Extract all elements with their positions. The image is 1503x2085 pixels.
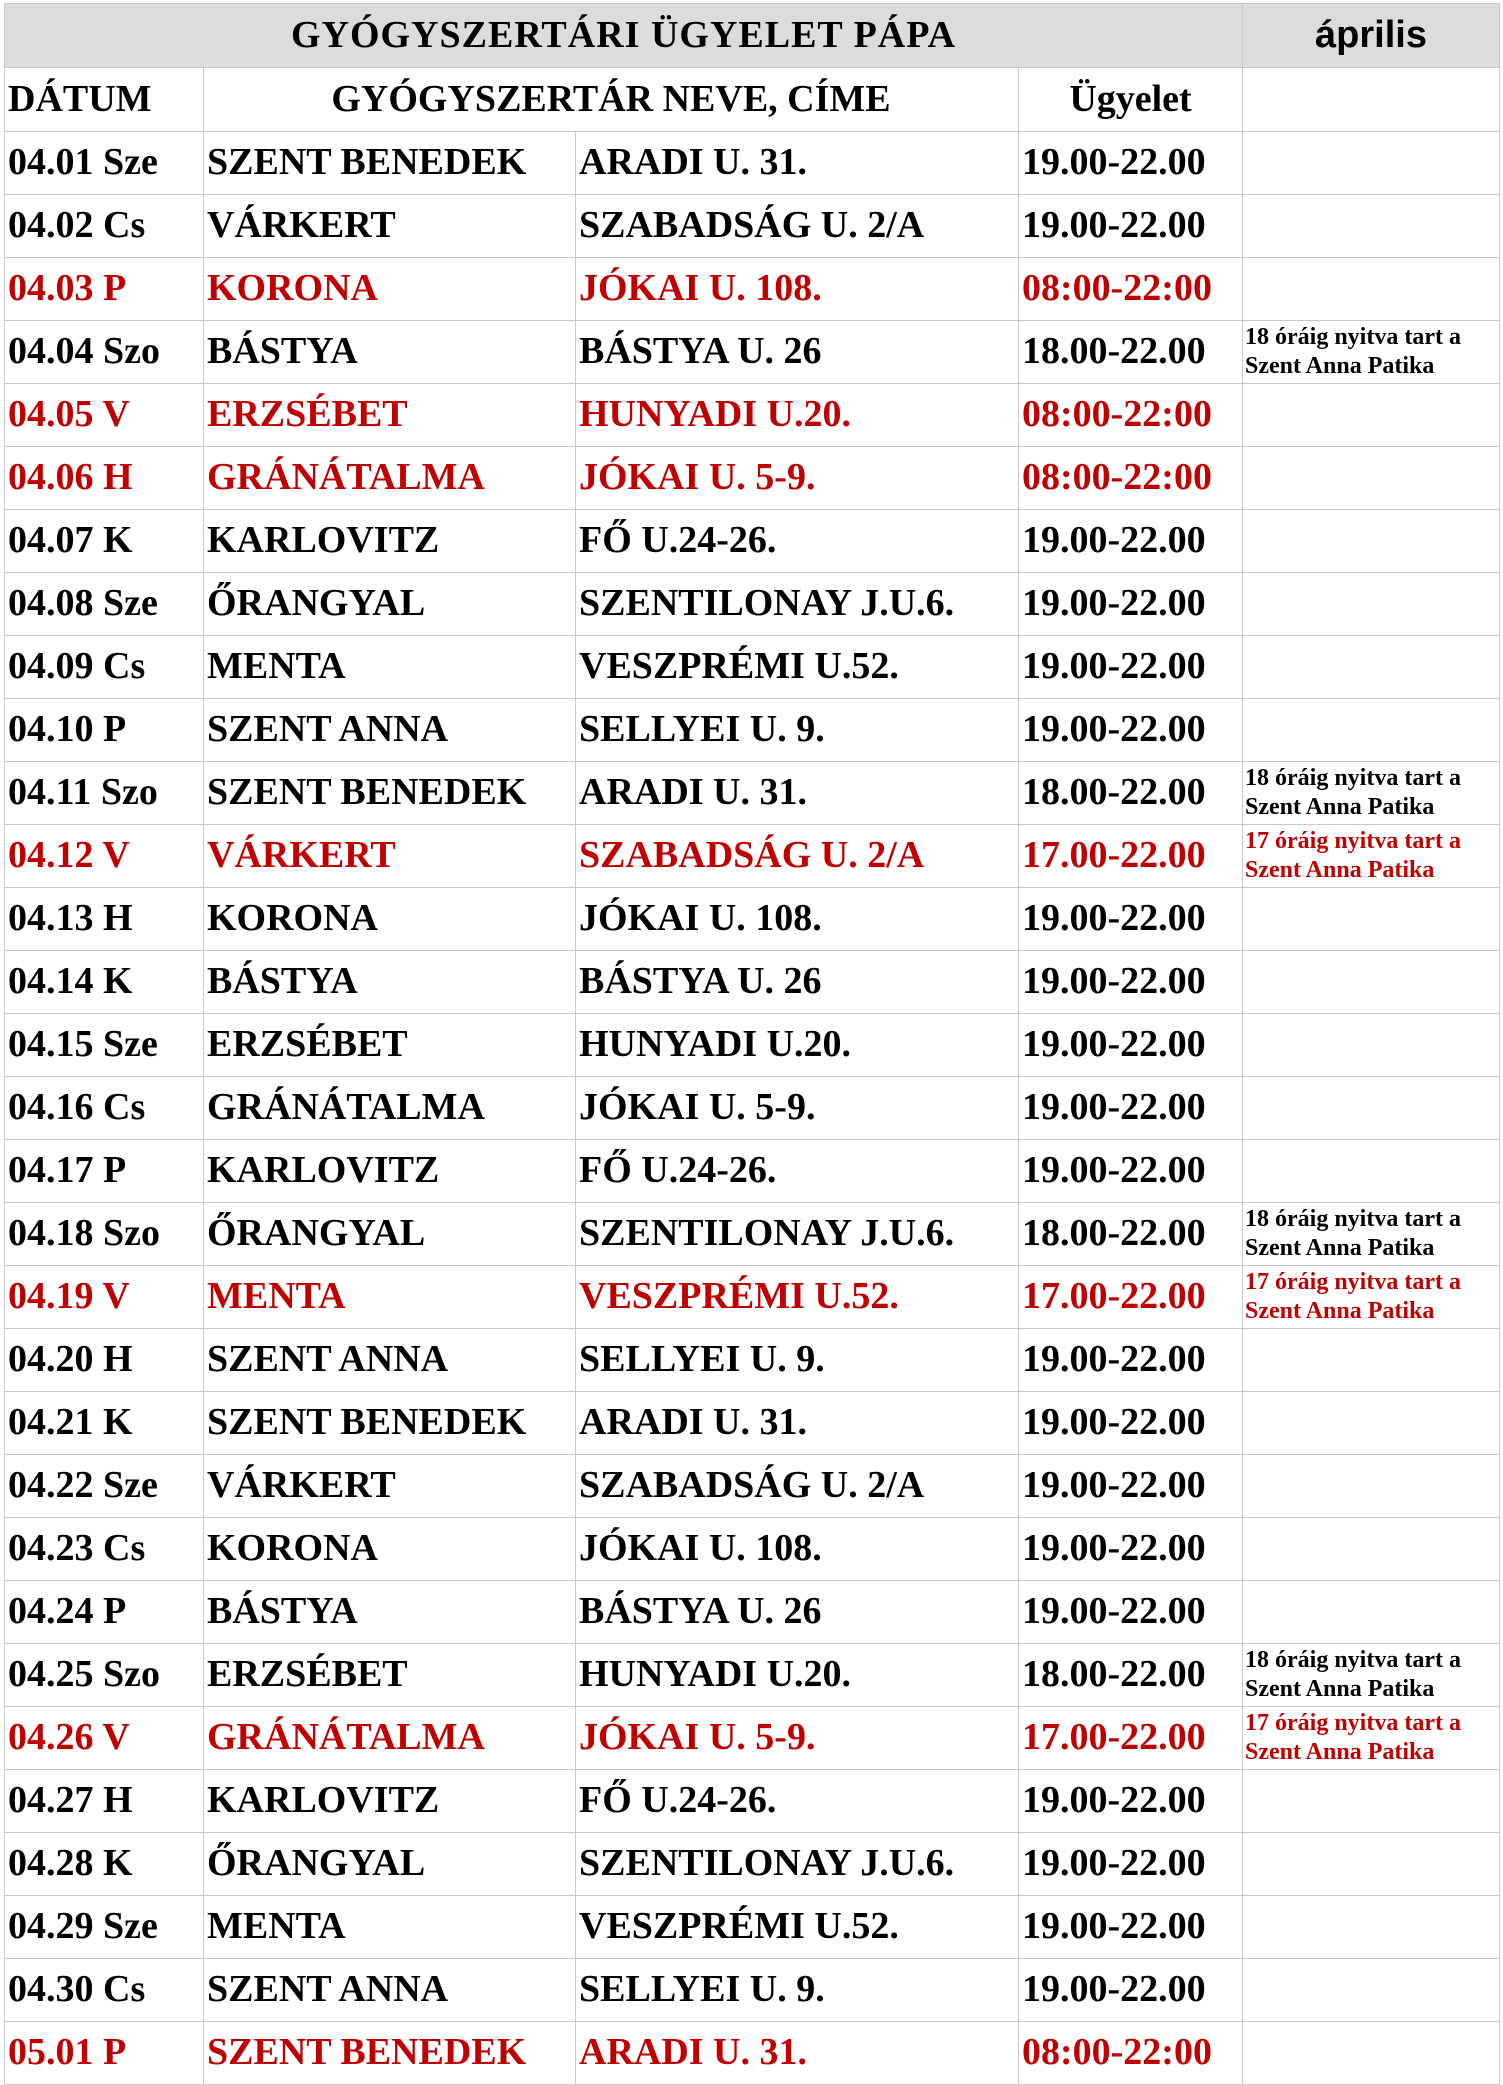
table-row bbox=[5, 951, 1500, 1014]
table-row bbox=[5, 762, 1500, 825]
date-cell: 04.13 H bbox=[5, 888, 204, 951]
duty-hours-cell: 18.00-22.00 bbox=[1019, 321, 1243, 384]
address-cell: ARADI U. 31. bbox=[576, 762, 1019, 825]
duty-hours-cell: 19.00-22.00 bbox=[1019, 636, 1243, 699]
duty-hours-cell: 19.00-22.00 bbox=[1019, 132, 1243, 195]
pharmacy-name-cell: KORONA bbox=[204, 258, 576, 321]
table-row bbox=[5, 384, 1500, 447]
date-cell: 04.14 K bbox=[5, 951, 204, 1014]
duty-hours-cell: 19.00-22.00 bbox=[1019, 1014, 1243, 1077]
duty-hours-cell: 08:00-22:00 bbox=[1019, 258, 1243, 321]
header-note bbox=[1243, 68, 1500, 132]
date-cell: 04.03 P bbox=[5, 258, 204, 321]
note-cell bbox=[1243, 573, 1500, 636]
note-cell bbox=[1243, 384, 1500, 447]
address-cell: SZENTILONAY J.U.6. bbox=[576, 1833, 1019, 1896]
duty-hours-cell: 19.00-22.00 bbox=[1019, 195, 1243, 258]
address-cell: JÓKAI U. 108. bbox=[576, 258, 1019, 321]
date-cell: 04.01 Sze bbox=[5, 132, 204, 195]
note-cell bbox=[1243, 1833, 1500, 1896]
note-cell: 18 óráig nyitva tart a Szent Anna Patika bbox=[1243, 1644, 1500, 1707]
pharmacy-name-cell: GRÁNÁTALMA bbox=[204, 1707, 576, 1770]
duty-hours-cell: 08:00-22:00 bbox=[1019, 384, 1243, 447]
pharmacy-name-cell: SZENT BENEDEK bbox=[204, 132, 576, 195]
address-cell: ARADI U. 31. bbox=[576, 132, 1019, 195]
date-cell: 04.16 Cs bbox=[5, 1077, 204, 1140]
duty-hours-cell: 19.00-22.00 bbox=[1019, 951, 1243, 1014]
address-cell: HUNYADI U.20. bbox=[576, 1644, 1019, 1707]
pharmacy-name-cell: MENTA bbox=[204, 636, 576, 699]
pharmacy-name-cell: VÁRKERT bbox=[204, 1455, 576, 1518]
note-cell bbox=[1243, 1077, 1500, 1140]
date-cell: 04.15 Sze bbox=[5, 1014, 204, 1077]
address-cell: SZABADSÁG U. 2/A bbox=[576, 825, 1019, 888]
table-row bbox=[5, 2022, 1500, 2085]
pharmacy-name-cell: VÁRKERT bbox=[204, 825, 576, 888]
pharmacy-name-cell: ERZSÉBET bbox=[204, 1644, 576, 1707]
duty-hours-cell: 19.00-22.00 bbox=[1019, 1455, 1243, 1518]
duty-hours-cell: 19.00-22.00 bbox=[1019, 1392, 1243, 1455]
address-cell: JÓKAI U. 5-9. bbox=[576, 1707, 1019, 1770]
date-cell: 04.04 Szo bbox=[5, 321, 204, 384]
note-cell bbox=[1243, 1140, 1500, 1203]
pharmacy-name-cell: KARLOVITZ bbox=[204, 510, 576, 573]
table-row bbox=[5, 1203, 1500, 1266]
duty-hours-cell: 19.00-22.00 bbox=[1019, 1581, 1243, 1644]
pharmacy-name-cell: MENTA bbox=[204, 1896, 576, 1959]
address-cell: VESZPRÉMI U.52. bbox=[576, 636, 1019, 699]
duty-hours-cell: 19.00-22.00 bbox=[1019, 1077, 1243, 1140]
date-cell: 04.09 Cs bbox=[5, 636, 204, 699]
table-row bbox=[5, 1581, 1500, 1644]
pharmacy-name-cell: ERZSÉBET bbox=[204, 384, 576, 447]
address-cell: SELLYEI U. 9. bbox=[576, 699, 1019, 762]
date-cell: 04.10 P bbox=[5, 699, 204, 762]
address-cell: FŐ U.24-26. bbox=[576, 510, 1019, 573]
address-cell: BÁSTYA U. 26 bbox=[576, 1581, 1019, 1644]
pharmacy-name-cell: GRÁNÁTALMA bbox=[204, 447, 576, 510]
note-cell bbox=[1243, 1518, 1500, 1581]
title-row bbox=[5, 4, 1500, 68]
note-cell bbox=[1243, 2022, 1500, 2085]
pharmacy-name-cell: BÁSTYA bbox=[204, 1581, 576, 1644]
duty-hours-cell: 08:00-22:00 bbox=[1019, 447, 1243, 510]
table-row bbox=[5, 573, 1500, 636]
address-cell: BÁSTYA U. 26 bbox=[576, 321, 1019, 384]
page-title: GYÓGYSZERTÁRI ÜGYELET PÁPA bbox=[5, 4, 1243, 68]
note-cell bbox=[1243, 951, 1500, 1014]
address-cell: JÓKAI U. 108. bbox=[576, 888, 1019, 951]
table-row bbox=[5, 1077, 1500, 1140]
duty-hours-cell: 19.00-22.00 bbox=[1019, 1833, 1243, 1896]
duty-hours-cell: 19.00-22.00 bbox=[1019, 1896, 1243, 1959]
pharmacy-name-cell: SZENT ANNA bbox=[204, 1959, 576, 2022]
pharmacy-name-cell: ŐRANGYAL bbox=[204, 1203, 576, 1266]
note-cell bbox=[1243, 1455, 1500, 1518]
schedule-body bbox=[5, 4, 1500, 2085]
pharmacy-name-cell: SZENT BENEDEK bbox=[204, 1392, 576, 1455]
address-cell: FŐ U.24-26. bbox=[576, 1140, 1019, 1203]
note-cell: 18 óráig nyitva tart a Szent Anna Patika bbox=[1243, 321, 1500, 384]
duty-schedule-table bbox=[4, 3, 1500, 2085]
duty-hours-cell: 08:00-22:00 bbox=[1019, 2022, 1243, 2085]
date-cell: 05.01 P bbox=[5, 2022, 204, 2085]
table-row bbox=[5, 1140, 1500, 1203]
address-cell: SZENTILONAY J.U.6. bbox=[576, 573, 1019, 636]
table-row bbox=[5, 258, 1500, 321]
pharmacy-name-cell: SZENT BENEDEK bbox=[204, 762, 576, 825]
note-cell bbox=[1243, 510, 1500, 573]
address-cell: FŐ U.24-26. bbox=[576, 1770, 1019, 1833]
date-cell: 04.23 Cs bbox=[5, 1518, 204, 1581]
date-cell: 04.18 Szo bbox=[5, 1203, 204, 1266]
duty-hours-cell: 17.00-22.00 bbox=[1019, 1707, 1243, 1770]
duty-hours-cell: 18.00-22.00 bbox=[1019, 1644, 1243, 1707]
table-row bbox=[5, 447, 1500, 510]
pharmacy-name-cell: ŐRANGYAL bbox=[204, 1833, 576, 1896]
duty-hours-cell: 18.00-22.00 bbox=[1019, 762, 1243, 825]
note-cell bbox=[1243, 132, 1500, 195]
table-row bbox=[5, 1266, 1500, 1329]
date-cell: 04.20 H bbox=[5, 1329, 204, 1392]
table-row bbox=[5, 132, 1500, 195]
header-duty: Ügyelet bbox=[1019, 68, 1243, 132]
pharmacy-name-cell: GRÁNÁTALMA bbox=[204, 1077, 576, 1140]
pharmacy-name-cell: ŐRANGYAL bbox=[204, 573, 576, 636]
address-cell: VESZPRÉMI U.52. bbox=[576, 1896, 1019, 1959]
address-cell: SZABADSÁG U. 2/A bbox=[576, 195, 1019, 258]
address-cell: JÓKAI U. 5-9. bbox=[576, 447, 1019, 510]
table-row bbox=[5, 1896, 1500, 1959]
note-cell bbox=[1243, 888, 1500, 951]
date-cell: 04.19 V bbox=[5, 1266, 204, 1329]
date-cell: 04.07 K bbox=[5, 510, 204, 573]
duty-hours-cell: 19.00-22.00 bbox=[1019, 699, 1243, 762]
header-row bbox=[5, 68, 1500, 132]
note-cell bbox=[1243, 1014, 1500, 1077]
address-cell: SZABADSÁG U. 2/A bbox=[576, 1455, 1019, 1518]
duty-hours-cell: 19.00-22.00 bbox=[1019, 573, 1243, 636]
date-cell: 04.30 Cs bbox=[5, 1959, 204, 2022]
address-cell: SELLYEI U. 9. bbox=[576, 1329, 1019, 1392]
duty-hours-cell: 17.00-22.00 bbox=[1019, 825, 1243, 888]
duty-hours-cell: 19.00-22.00 bbox=[1019, 1959, 1243, 2022]
address-cell: ARADI U. 31. bbox=[576, 1392, 1019, 1455]
duty-hours-cell: 19.00-22.00 bbox=[1019, 1140, 1243, 1203]
pharmacy-name-cell: ERZSÉBET bbox=[204, 1014, 576, 1077]
note-cell: 17 óráig nyitva tart a Szent Anna Patika bbox=[1243, 1707, 1500, 1770]
pharmacy-name-cell: KORONA bbox=[204, 1518, 576, 1581]
pharmacy-name-cell: KORONA bbox=[204, 888, 576, 951]
note-cell bbox=[1243, 1959, 1500, 2022]
pharmacy-name-cell: MENTA bbox=[204, 1266, 576, 1329]
date-cell: 04.11 Szo bbox=[5, 762, 204, 825]
note-cell: 18 óráig nyitva tart a Szent Anna Patika bbox=[1243, 762, 1500, 825]
address-cell: SELLYEI U. 9. bbox=[576, 1959, 1019, 2022]
note-cell: 17 óráig nyitva tart a Szent Anna Patika bbox=[1243, 1266, 1500, 1329]
table-row bbox=[5, 888, 1500, 951]
pharmacy-name-cell: SZENT ANNA bbox=[204, 699, 576, 762]
duty-hours-cell: 19.00-22.00 bbox=[1019, 888, 1243, 951]
table-row bbox=[5, 636, 1500, 699]
pharmacy-name-cell: SZENT ANNA bbox=[204, 1329, 576, 1392]
table-row bbox=[5, 321, 1500, 384]
table-row bbox=[5, 1959, 1500, 2022]
address-cell: JÓKAI U. 5-9. bbox=[576, 1077, 1019, 1140]
note-cell bbox=[1243, 258, 1500, 321]
header-date: DÁTUM bbox=[5, 68, 204, 132]
address-cell: ARADI U. 31. bbox=[576, 2022, 1019, 2085]
address-cell: HUNYADI U.20. bbox=[576, 384, 1019, 447]
duty-hours-cell: 19.00-22.00 bbox=[1019, 1329, 1243, 1392]
header-name-address: GYÓGYSZERTÁR NEVE, CÍME bbox=[204, 68, 1019, 132]
pharmacy-name-cell: VÁRKERT bbox=[204, 195, 576, 258]
date-cell: 04.06 H bbox=[5, 447, 204, 510]
table-row bbox=[5, 1770, 1500, 1833]
table-row bbox=[5, 1707, 1500, 1770]
duty-hours-cell: 19.00-22.00 bbox=[1019, 1518, 1243, 1581]
date-cell: 04.29 Sze bbox=[5, 1896, 204, 1959]
table-row bbox=[5, 825, 1500, 888]
date-cell: 04.25 Szo bbox=[5, 1644, 204, 1707]
table-row bbox=[5, 1644, 1500, 1707]
date-cell: 04.21 K bbox=[5, 1392, 204, 1455]
table-row bbox=[5, 1455, 1500, 1518]
duty-hours-cell: 19.00-22.00 bbox=[1019, 510, 1243, 573]
note-cell: 18 óráig nyitva tart a Szent Anna Patika bbox=[1243, 1203, 1500, 1266]
pharmacy-name-cell: BÁSTYA bbox=[204, 321, 576, 384]
address-cell: VESZPRÉMI U.52. bbox=[576, 1266, 1019, 1329]
pharmacy-name-cell: KARLOVITZ bbox=[204, 1770, 576, 1833]
note-cell bbox=[1243, 1581, 1500, 1644]
date-cell: 04.02 Cs bbox=[5, 195, 204, 258]
note-cell bbox=[1243, 1392, 1500, 1455]
table-row bbox=[5, 510, 1500, 573]
note-cell: 17 óráig nyitva tart a Szent Anna Patika bbox=[1243, 825, 1500, 888]
pharmacy-name-cell: KARLOVITZ bbox=[204, 1140, 576, 1203]
table-row bbox=[5, 1014, 1500, 1077]
date-cell: 04.17 P bbox=[5, 1140, 204, 1203]
pharmacy-name-cell: SZENT BENEDEK bbox=[204, 2022, 576, 2085]
month-label: április bbox=[1243, 4, 1500, 68]
date-cell: 04.08 Sze bbox=[5, 573, 204, 636]
address-cell: HUNYADI U.20. bbox=[576, 1014, 1019, 1077]
table-row bbox=[5, 1329, 1500, 1392]
duty-hours-cell: 19.00-22.00 bbox=[1019, 1770, 1243, 1833]
pharmacy-name-cell: BÁSTYA bbox=[204, 951, 576, 1014]
note-cell bbox=[1243, 1770, 1500, 1833]
note-cell bbox=[1243, 1329, 1500, 1392]
date-cell: 04.12 V bbox=[5, 825, 204, 888]
table-row bbox=[5, 1392, 1500, 1455]
table-row bbox=[5, 1518, 1500, 1581]
address-cell: BÁSTYA U. 26 bbox=[576, 951, 1019, 1014]
date-cell: 04.24 P bbox=[5, 1581, 204, 1644]
date-cell: 04.27 H bbox=[5, 1770, 204, 1833]
table-row bbox=[5, 1833, 1500, 1896]
address-cell: JÓKAI U. 108. bbox=[576, 1518, 1019, 1581]
date-cell: 04.26 V bbox=[5, 1707, 204, 1770]
note-cell bbox=[1243, 447, 1500, 510]
note-cell bbox=[1243, 699, 1500, 762]
duty-hours-cell: 18.00-22.00 bbox=[1019, 1203, 1243, 1266]
note-cell bbox=[1243, 1896, 1500, 1959]
table-row bbox=[5, 699, 1500, 762]
date-cell: 04.28 K bbox=[5, 1833, 204, 1896]
date-cell: 04.22 Sze bbox=[5, 1455, 204, 1518]
table-row bbox=[5, 195, 1500, 258]
note-cell bbox=[1243, 195, 1500, 258]
note-cell bbox=[1243, 636, 1500, 699]
date-cell: 04.05 V bbox=[5, 384, 204, 447]
address-cell: SZENTILONAY J.U.6. bbox=[576, 1203, 1019, 1266]
duty-hours-cell: 17.00-22.00 bbox=[1019, 1266, 1243, 1329]
